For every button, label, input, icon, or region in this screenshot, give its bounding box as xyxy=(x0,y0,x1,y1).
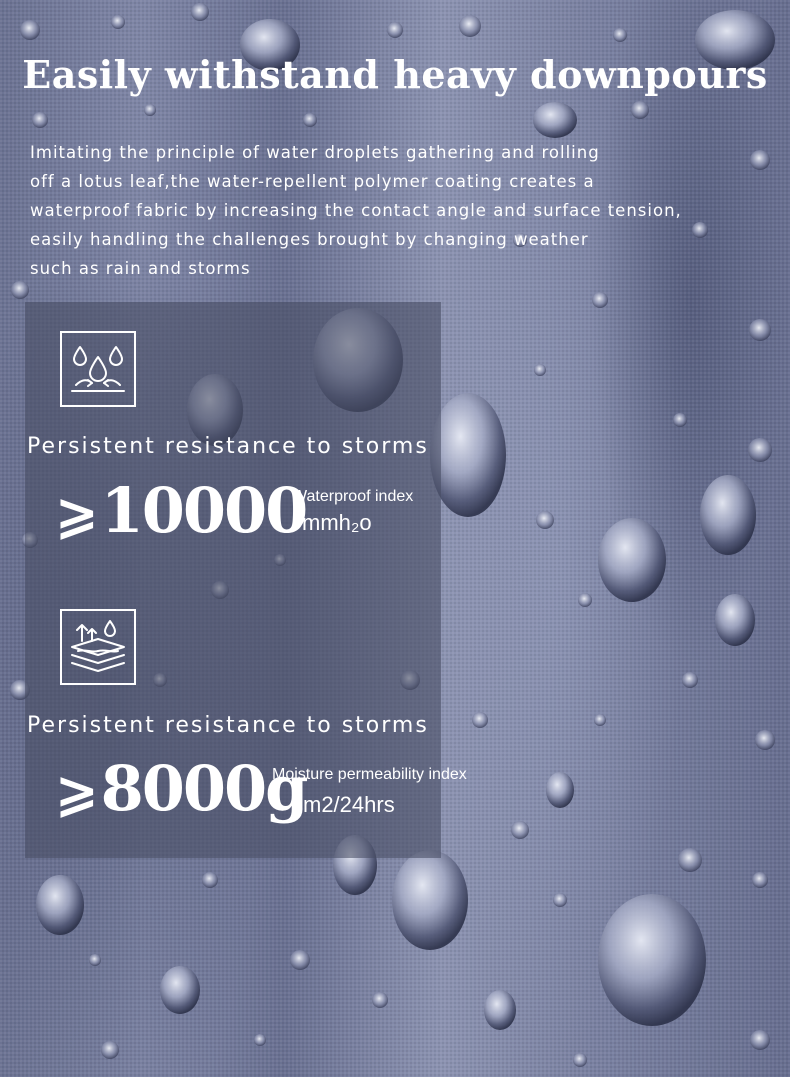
feature-heading-waterproof: Persistent resistance to storms xyxy=(27,434,429,459)
waterproof-unit: mmh₂o xyxy=(302,510,372,535)
gte-symbol: ⩾ xyxy=(55,763,99,823)
waterproof-value xyxy=(55,474,306,547)
moisture-value xyxy=(55,752,307,825)
water-drops-icon xyxy=(60,331,136,407)
page-title: Easily withstand heavy downpours xyxy=(22,52,768,97)
feature-heading-moisture: Persistent resistance to storms xyxy=(27,713,429,738)
waterproof-index-label: Waterproof index xyxy=(292,488,414,505)
description-text: Imitating the principle of water droplets gathering and rolling off a lotus leaf,the water-repellent polymer coating creates a waterproof fabric by increasing the contact angle and surface tension, easily handling the challenges brought by changing weather such as rain and storms xyxy=(30,143,682,278)
moisture-unit: m2/24hrs xyxy=(303,792,395,817)
moisture-index-label: Moisture permeability index xyxy=(272,766,467,783)
breathable-layers-icon xyxy=(60,609,136,685)
waterproof-number: 10000 xyxy=(100,474,307,547)
gte-symbol: ⩾ xyxy=(55,485,99,545)
moisture-number: 8000g xyxy=(100,752,307,825)
